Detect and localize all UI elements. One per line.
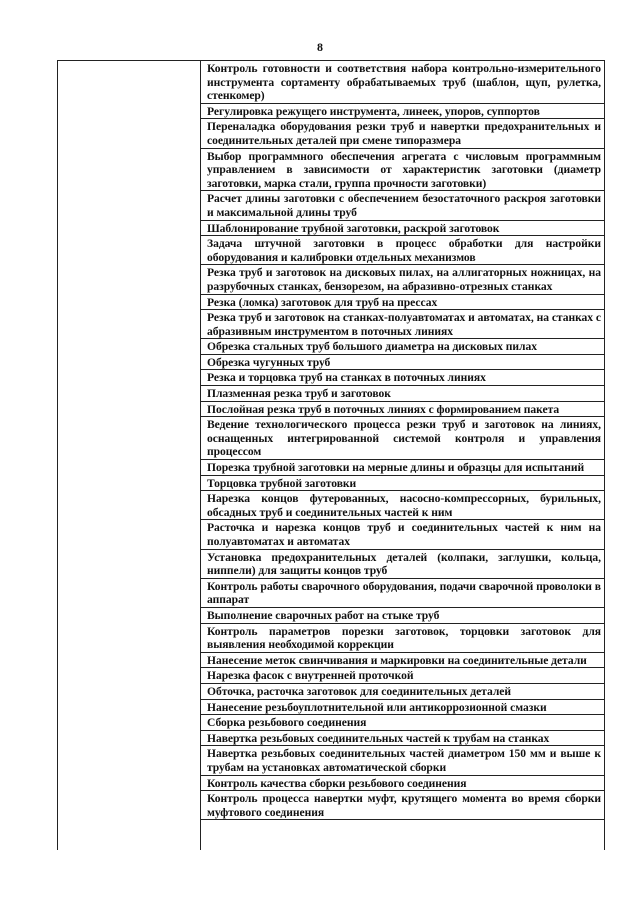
table-row: Шаблонирование трубной заготовки, раскрой заготовок (201, 221, 604, 237)
table-row: Выбор программного обеспечения агрегата с числовым программным управлением в зависимости от характеристик заготовки (диаметр заготовки, марка стали, группа прочности заготовки) (201, 149, 604, 192)
table-row: Резка и торцовка труб на станках в поточных линиях (201, 370, 604, 386)
table-row: Нарезка фасок с внутренней проточкой (201, 668, 604, 684)
table-row: Резка (ломка) заготовок для труб на прессах (201, 295, 604, 311)
table-row: Контроль качества сборки резьбового соединения (201, 776, 604, 792)
table-row: Послойная резка труб в поточных линиях с формированием пакета (201, 402, 604, 418)
table-row: Нарезка концов футерованных, насосно-компрессорных, бурильных, обсадных труб и соединительных частей к ним (201, 491, 604, 520)
table-row: Порезка трубной заготовки на мерные длины и образцы для испытаний (201, 460, 604, 476)
table-row: Контроль процесса навертки муфт, крутящего момента во время сборки муфтового соединения (201, 791, 604, 820)
table-row: Сборка резьбового соединения (201, 715, 604, 731)
functions-table (57, 60, 605, 850)
table-row: Расчет длины заготовки с обеспечением безостаточного раскроя заготовки и максимальной длины труб (201, 191, 604, 220)
table-row: Нанесение резьбоуплотнительной или антикоррозионной смазки (201, 700, 604, 716)
table-row: Задача штучной заготовки в процесс обработки для настройки оборудования и калибровки отдельных механизмов (201, 236, 604, 265)
table-row: Плазменная резка труб и заготовок (201, 386, 604, 402)
table-row: Торцовка трубной заготовки (201, 476, 604, 492)
table-row: Резка труб и заготовок на станках-полуавтоматах и автоматах, на станках с абразивным инструментом в поточных линиях (201, 310, 604, 339)
table-right-column (201, 61, 604, 820)
table-row: Обрезка стальных труб большого диаметра на дисковых пилах (201, 339, 604, 355)
table-row: Контроль готовности и соответствия набора контрольно-измерительного инструмента сортаменту обрабатываемых труб (шаблон, щуп, рулетка, стенкомер) (201, 61, 604, 104)
table-row: Ведение технологического процесса резки труб и заготовок на линиях, оснащенных интегрированной системой контроля и управления процессом (201, 417, 604, 460)
table-row: Контроль работы сварочного оборудования, подачи сварочной проволоки в аппарат (201, 579, 604, 608)
table-row: Нанесение меток свинчивания и маркировки на соединительные детали (201, 653, 604, 669)
table-row: Контроль параметров порезки заготовок, торцовки заготовок для выявления необходимой коррекции (201, 624, 604, 653)
table-row: Регулировка режущего инструмента, линеек, упоров, суппортов (201, 104, 604, 120)
table-row: Обточка, расточка заготовок для соединительных деталей (201, 684, 604, 700)
table-row: Расточка и нарезка концов труб и соединительных частей к ним на полуавтоматах и автоматах (201, 520, 604, 549)
table-row: Установка предохранительных деталей (колпаки, заглушки, кольца, ниппели) для защиты концов труб (201, 550, 604, 579)
table-row: Навертка резьбовых соединительных частей к трубам на станках (201, 731, 604, 747)
table-left-column (58, 61, 201, 850)
page-number: 8 (317, 40, 323, 54)
table-row: Переналадка оборудования резки труб и навертки предохранительных и соединительных деталей при смене типоразмера (201, 119, 604, 148)
table-row: Обрезка чугунных труб (201, 355, 604, 371)
table-row: Выполнение сварочных работ на стыке труб (201, 608, 604, 624)
table-row: Резка труб и заготовок на дисковых пилах, на аллигаторных ножницах, на разрубочных станках, бензорезом, на абразивно-отрезных станках (201, 265, 604, 294)
table-row: Навертка резьбовых соединительных частей диаметром 150 мм и выше к трубам на установках автоматической сборки (201, 746, 604, 775)
